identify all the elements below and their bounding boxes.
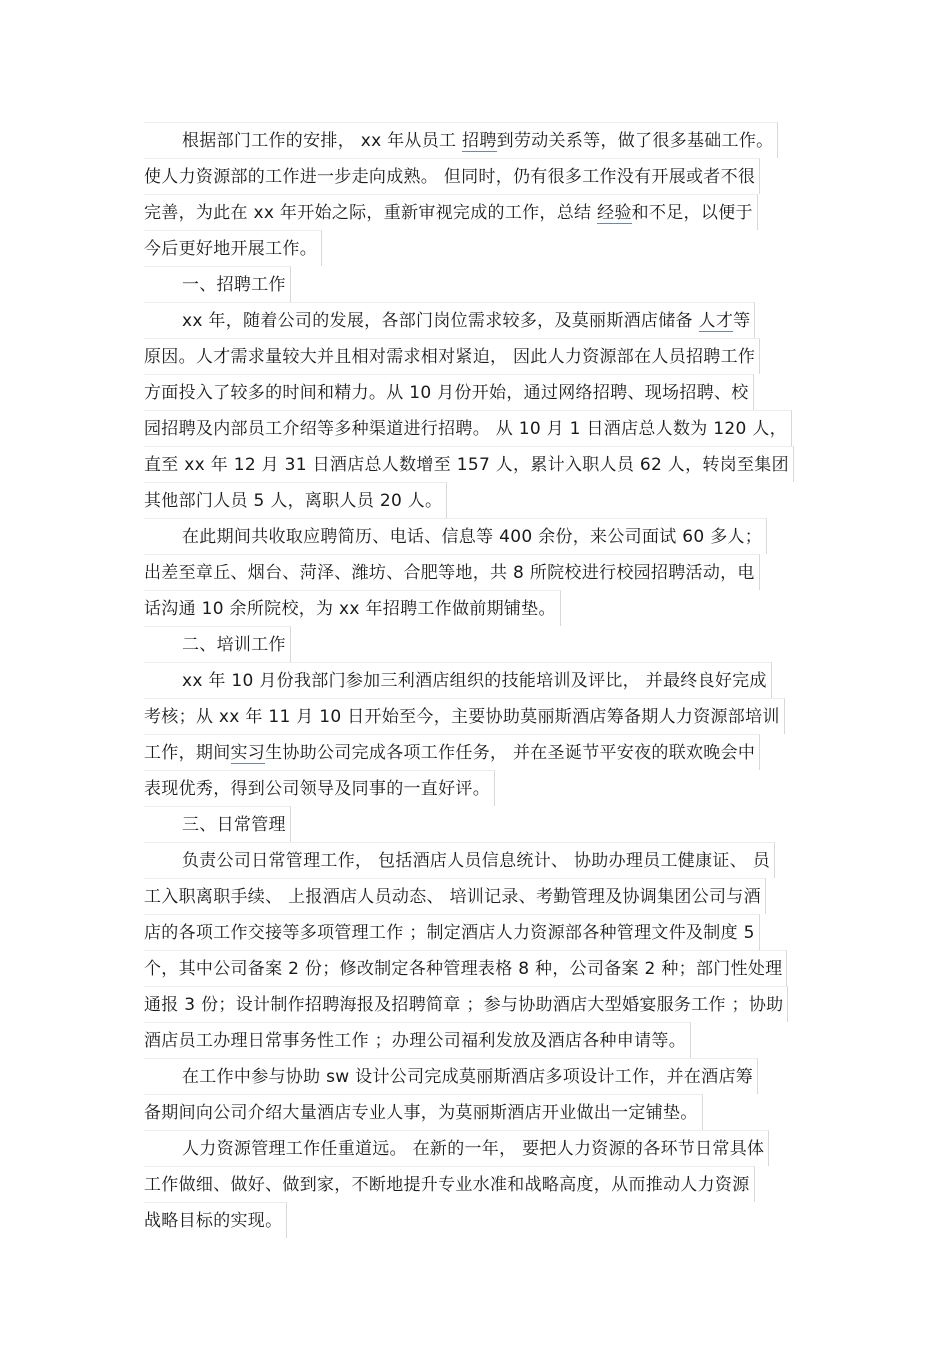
paragraph-first-line [144, 662, 772, 698]
text-run: 使人力资源部的工作进一步走向成熟。 但同时，仍有很多工作没有开展或者不很 [144, 167, 756, 187]
inline-link[interactable]: 经验 [597, 203, 632, 223]
text-run: 在此期间共收取应聘简历、电话、信息等 400 余份，来公司面试 60 多人； [182, 527, 763, 547]
paragraph-line [144, 770, 495, 806]
paragraph-first-line [144, 626, 291, 662]
paragraph-line [144, 194, 758, 230]
paragraph-first-line [144, 302, 755, 338]
text-run: 等 [733, 311, 751, 331]
text-run: 工作，期间 [144, 743, 231, 763]
text-run: xx 年 10 月份我部门参加三利酒店组织的技能培训及评比， 并最终良好完成 [182, 671, 767, 691]
text-run: 话沟通 10 余所院校，为 xx 年招聘工作做前期铺垫。 [144, 599, 556, 619]
paragraph-line [144, 374, 754, 410]
text-run: 负责公司日常管理工作， 包括酒店人员信息统计、 协助办理员工健康证、 员 [182, 851, 771, 871]
paragraph-line [144, 338, 760, 374]
paragraph-line [144, 482, 447, 518]
paragraph-line [144, 1166, 755, 1202]
text-run: 其他部门人员 5 人，离职人员 20 人。 [144, 491, 443, 511]
inline-link[interactable]: 人才 [698, 311, 734, 331]
paragraph-first-line [144, 266, 291, 302]
text-run: 表现优秀，得到公司领导及同事的一直好评。 [144, 779, 490, 799]
paragraph-line [144, 410, 792, 446]
text-run: 出差至章丘、烟台、菏泽、潍坊、合肥等地，共 8 所院校进行校园招聘活动，电 [144, 563, 755, 583]
text-run: 一、招聘工作 [182, 275, 286, 295]
paragraph-first-line [144, 518, 767, 554]
text-run: 和不足，以便于 [631, 203, 753, 223]
text-run: 店的各项工作交接等多项管理工作 ；制定酒店人力资源部各种管理文件及制度 5 [144, 923, 755, 943]
text-run: 通报 3 份；设计制作招聘海报及招聘简章 ；参与协助酒店大型婚宴服务工作 ；协助 [144, 995, 784, 1015]
text-run: 根据部门工作的安排， xx 年从员工 [182, 131, 463, 151]
text-run: 方面投入了较多的时间和精力。从 10 月份开始，通过网络招聘、现场招聘、校 [144, 383, 749, 403]
paragraph-line [144, 986, 788, 1022]
paragraph-first-line [144, 1058, 758, 1094]
paragraph-line [144, 734, 760, 770]
paragraph-first-line [144, 842, 775, 878]
text-run: 备期间向公司介绍大量酒店专业人事，为莫丽斯酒店开业做出一定铺垫。 [144, 1103, 698, 1123]
paragraph-first-line [144, 122, 778, 158]
paragraph-line [144, 1022, 691, 1058]
text-run: 园招聘及内部员工介绍等多种渠道进行招聘。 从 10 月 1 日酒店总人数为 120 人， [144, 419, 787, 439]
paragraph-line [144, 446, 794, 482]
paragraph-line [144, 878, 766, 914]
text-run: 在工作中参与协助 sw 设计公司完成莫丽斯酒店多项设计工作，并在酒店筹 [182, 1067, 754, 1087]
paragraph-line [144, 590, 561, 626]
paragraph-line [144, 914, 760, 950]
paragraph-first-line [144, 806, 291, 842]
paragraph-line [144, 230, 322, 266]
paragraph-line [144, 950, 787, 986]
paragraph-line [144, 554, 760, 590]
text-run: 酒店员工办理日常事务性工作 ；办理公司福利发放及酒店各种申请等。 [144, 1031, 687, 1051]
text-run: 战略目标的实现。 [144, 1211, 283, 1231]
text-run: 人力资源管理工作任重道远。 在新的一年， 要把人力资源的各环节日常具体 [182, 1139, 765, 1159]
text-run: 今后更好地开展工作。 [144, 239, 317, 259]
inline-link[interactable]: 招聘 [462, 131, 497, 151]
paragraph-first-line [144, 1130, 769, 1166]
paragraph-line [144, 1202, 287, 1238]
text-run: 考核；从 xx 年 11 月 10 日开始至今，主要协助莫丽斯酒店筹备期人力资源部培训 [144, 707, 780, 727]
text-run: 工入职离职手续、 上报酒店人员动态、 培训记录、考勤管理及协调集团公司与酒 [144, 887, 761, 907]
text-run: 三、日常管理 [182, 815, 286, 835]
paragraph-line [144, 158, 760, 194]
text-run: 生协助公司完成各项工作任务， 并在圣诞节平安夜的联欢晚会中 [265, 743, 756, 763]
paragraph-line [144, 698, 785, 734]
text-run: 完善，为此在 xx 年开始之际，重新审视完成的工作，总结 [144, 203, 598, 223]
paragraph-line [144, 1094, 703, 1130]
text-run: 二、培训工作 [182, 635, 286, 655]
text-run: xx 年，随着公司的发展，各部门岗位需求较多，及莫丽斯酒店储备 [182, 311, 699, 331]
text-run: 到劳动关系等，做了很多基础工作。 [496, 131, 774, 151]
text-run: 直至 xx 年 12 月 31 日酒店总人数增至 157 人，累计入职人员 62 人，转岗至集团 [144, 455, 789, 475]
text-run: 个，其中公司备案 2 份；修改制定各种管理表格 8 种，公司备案 2 种；部门性处理 [144, 959, 783, 979]
text-run: 原因。人才需求量较大并且相对需求相对紧迫， 因此人力资源部在人员招聘工作 [144, 347, 756, 367]
inline-link[interactable]: 实习 [230, 743, 266, 763]
text-run: 工作做细、做好、做到家，不断地提升专业水准和战略高度，从而推动人力资源 [144, 1175, 750, 1195]
